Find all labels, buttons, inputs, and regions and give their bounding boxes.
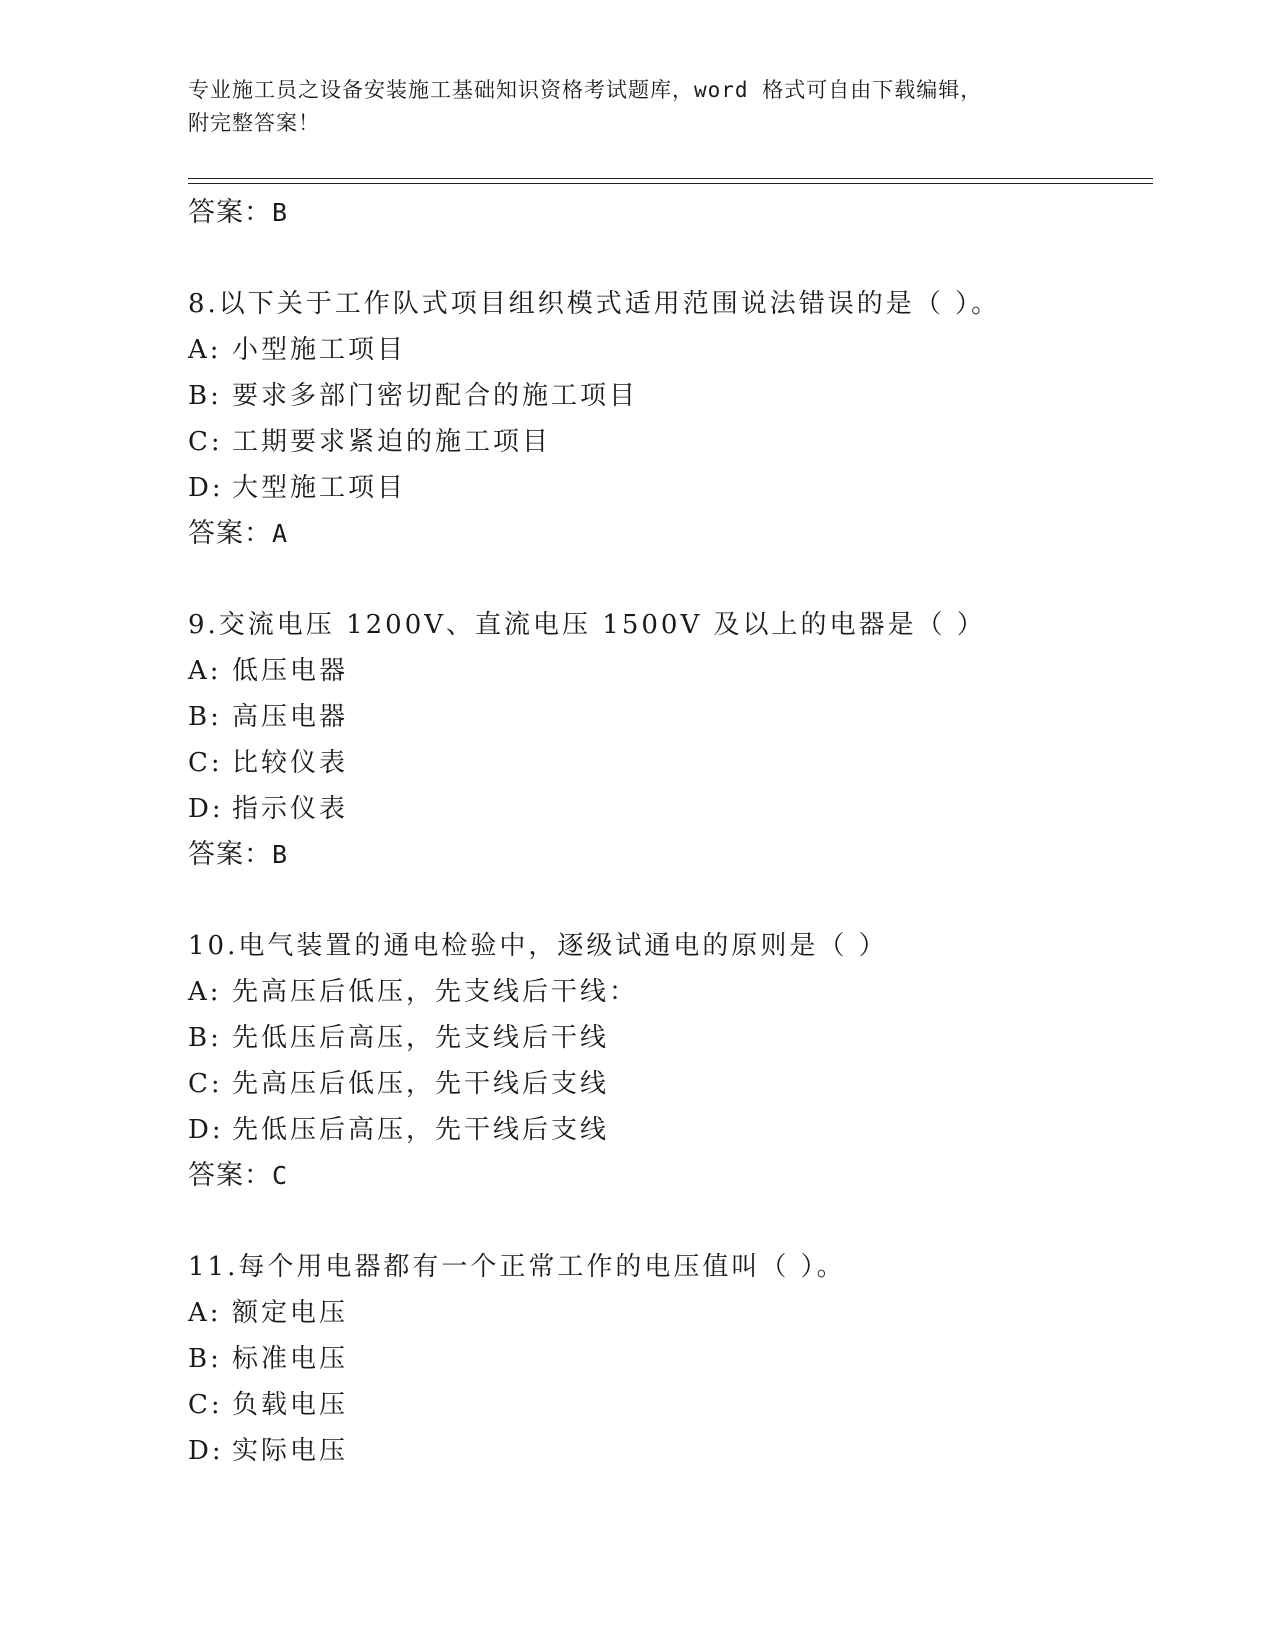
answer-line [188, 511, 1148, 557]
answer-value: B [272, 840, 289, 869]
option-letter: A: [188, 335, 222, 365]
option-line [188, 1107, 1148, 1153]
option-text: 先低压后高压，先干线后支线 [232, 1115, 610, 1145]
option-line [188, 1015, 1148, 1061]
document-body [188, 190, 1148, 1474]
option-letter: A: [188, 1298, 222, 1328]
question-text: 11.每个用电器都有一个正常工作的电压值叫（ ）。 [188, 1252, 846, 1282]
header-line-2: 附完整答案！ [188, 111, 320, 135]
option-text: 小型施工项目 [232, 335, 407, 365]
option-line [188, 969, 1148, 1015]
option-line [188, 1290, 1148, 1336]
answer-label: 答案： [188, 518, 272, 549]
question-block [188, 281, 1148, 557]
option-letter: B: [188, 1023, 222, 1053]
question-text: 10.电气装置的通电检验中，逐级试通电的原则是（ ） [188, 931, 888, 961]
option-line [188, 465, 1148, 511]
option-letter: C: [188, 1390, 223, 1420]
option-text: 实际电压 [232, 1436, 349, 1466]
answer-label: 答案： [188, 839, 272, 870]
answer-value: A [272, 519, 289, 548]
option-line [188, 1336, 1148, 1382]
option-line [188, 740, 1148, 786]
header-divider-bottom [188, 183, 1153, 184]
answer-label: 答案： [188, 1160, 272, 1191]
question-block [188, 923, 1148, 1199]
option-text: 先高压后低压，先干线后支线 [232, 1069, 610, 1099]
option-letter: B: [188, 1344, 222, 1374]
option-letter: D: [188, 473, 224, 503]
option-letter: D: [188, 1436, 224, 1466]
answer-line [188, 1153, 1148, 1199]
option-line [188, 327, 1148, 373]
option-text: 低压电器 [232, 656, 349, 686]
question-block [188, 602, 1148, 878]
option-letter: C: [188, 748, 223, 778]
option-line [188, 419, 1148, 465]
question-block [188, 1244, 1148, 1474]
option-line [188, 1382, 1148, 1428]
option-text: 先低压后高压，先支线后干线 [232, 1023, 610, 1053]
option-letter: A: [188, 977, 222, 1007]
answer-value: B [272, 198, 289, 227]
option-line [188, 1061, 1148, 1107]
question-text: 8.以下关于工作队式项目组织模式适用范围说法错误的是（ ）。 [188, 289, 1001, 319]
option-line [188, 786, 1148, 832]
option-text: 比较仪表 [232, 748, 349, 778]
option-letter: C: [188, 427, 223, 457]
answer-label: 答案： [188, 197, 272, 228]
option-line [188, 648, 1148, 694]
option-letter: D: [188, 1115, 224, 1145]
option-text: 负载电压 [232, 1390, 349, 1420]
option-text: 要求多部门密切配合的施工项目 [232, 381, 639, 411]
option-line [188, 1428, 1148, 1474]
option-letter: A: [188, 656, 222, 686]
option-text: 标准电压 [232, 1344, 349, 1374]
option-letter: D: [188, 794, 224, 824]
option-text: 大型施工项目 [232, 473, 407, 503]
option-text: 高压电器 [232, 702, 349, 732]
option-text: 额定电压 [232, 1298, 349, 1328]
answer-line [188, 190, 1148, 236]
option-letter: B: [188, 381, 222, 411]
answer-value: C [272, 1161, 289, 1190]
option-line [188, 694, 1148, 740]
option-text: 先高压后低压，先支线后干线： [232, 977, 639, 1007]
header-line-1: 专业施工员之设备安装施工基础知识资格考试题库，word 格式可自由下载编辑， [188, 78, 983, 102]
option-letter: C: [188, 1069, 223, 1099]
option-text: 指示仪表 [232, 794, 349, 824]
question-text: 9.交流电压 1200V、直流电压 1500V 及以上的电器是（ ） [188, 610, 986, 640]
document-header [188, 74, 1088, 140]
option-text: 工期要求紧迫的施工项目 [232, 427, 552, 457]
option-line [188, 373, 1148, 419]
header-divider-top [188, 178, 1153, 179]
option-letter: B: [188, 702, 222, 732]
answer-line [188, 832, 1148, 878]
